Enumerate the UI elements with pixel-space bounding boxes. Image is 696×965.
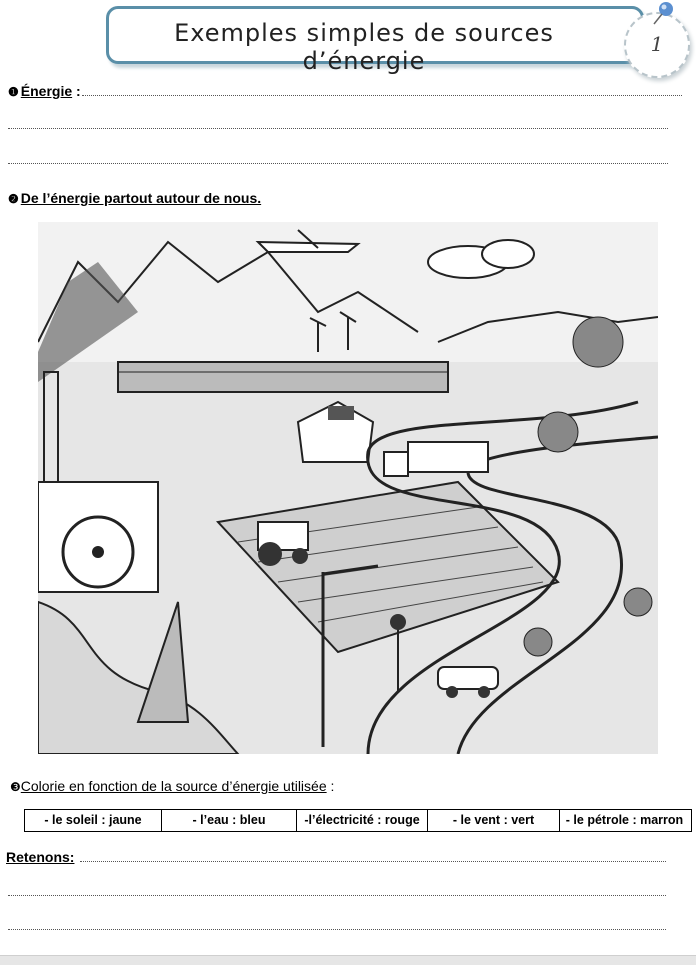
answer-line[interactable] [8, 128, 668, 129]
answer-line[interactable] [8, 163, 668, 164]
answer-line[interactable] [8, 929, 666, 930]
landscape-drawing [38, 222, 658, 754]
legend-cell-petrole: - le pétrole : marron [565, 813, 684, 827]
landscape-illustration [38, 222, 658, 754]
page-number: 1 [650, 32, 664, 56]
section-number: ❶ [8, 85, 19, 99]
legend-cell-soleil: - le soleil : jaune [25, 810, 162, 831]
section-label: Énergie [20, 83, 73, 99]
answer-line[interactable] [82, 95, 682, 96]
section-label: De l’énergie partout autour de nous. [20, 190, 262, 206]
retenons-heading [6, 849, 74, 865]
answer-line[interactable] [80, 861, 666, 862]
legend-cell-electricite: -l’électricité : rouge [297, 810, 428, 831]
section-suffix: : [72, 83, 81, 99]
section-energie-heading [8, 83, 81, 99]
answer-line[interactable] [8, 895, 666, 896]
section-label: Retenons: [6, 849, 75, 865]
section-number: ❸ [10, 780, 21, 794]
legend-cell-eau: - l’eau : bleu [162, 810, 297, 831]
section-number: ❷ [8, 192, 19, 206]
section-energie-partout-heading [8, 190, 261, 206]
coloring-instruction [10, 778, 334, 794]
section-label: Colorie en fonction de la source d’énergie utilisée [20, 778, 327, 794]
title-card [106, 6, 644, 75]
legend-cell-vent: - le vent : vert [428, 810, 560, 831]
pushpin-icon [650, 0, 676, 26]
page-title: Exemples simples de sources d’énergie [174, 19, 554, 75]
section-suffix: : [326, 778, 335, 794]
color-legend-table [24, 809, 692, 832]
